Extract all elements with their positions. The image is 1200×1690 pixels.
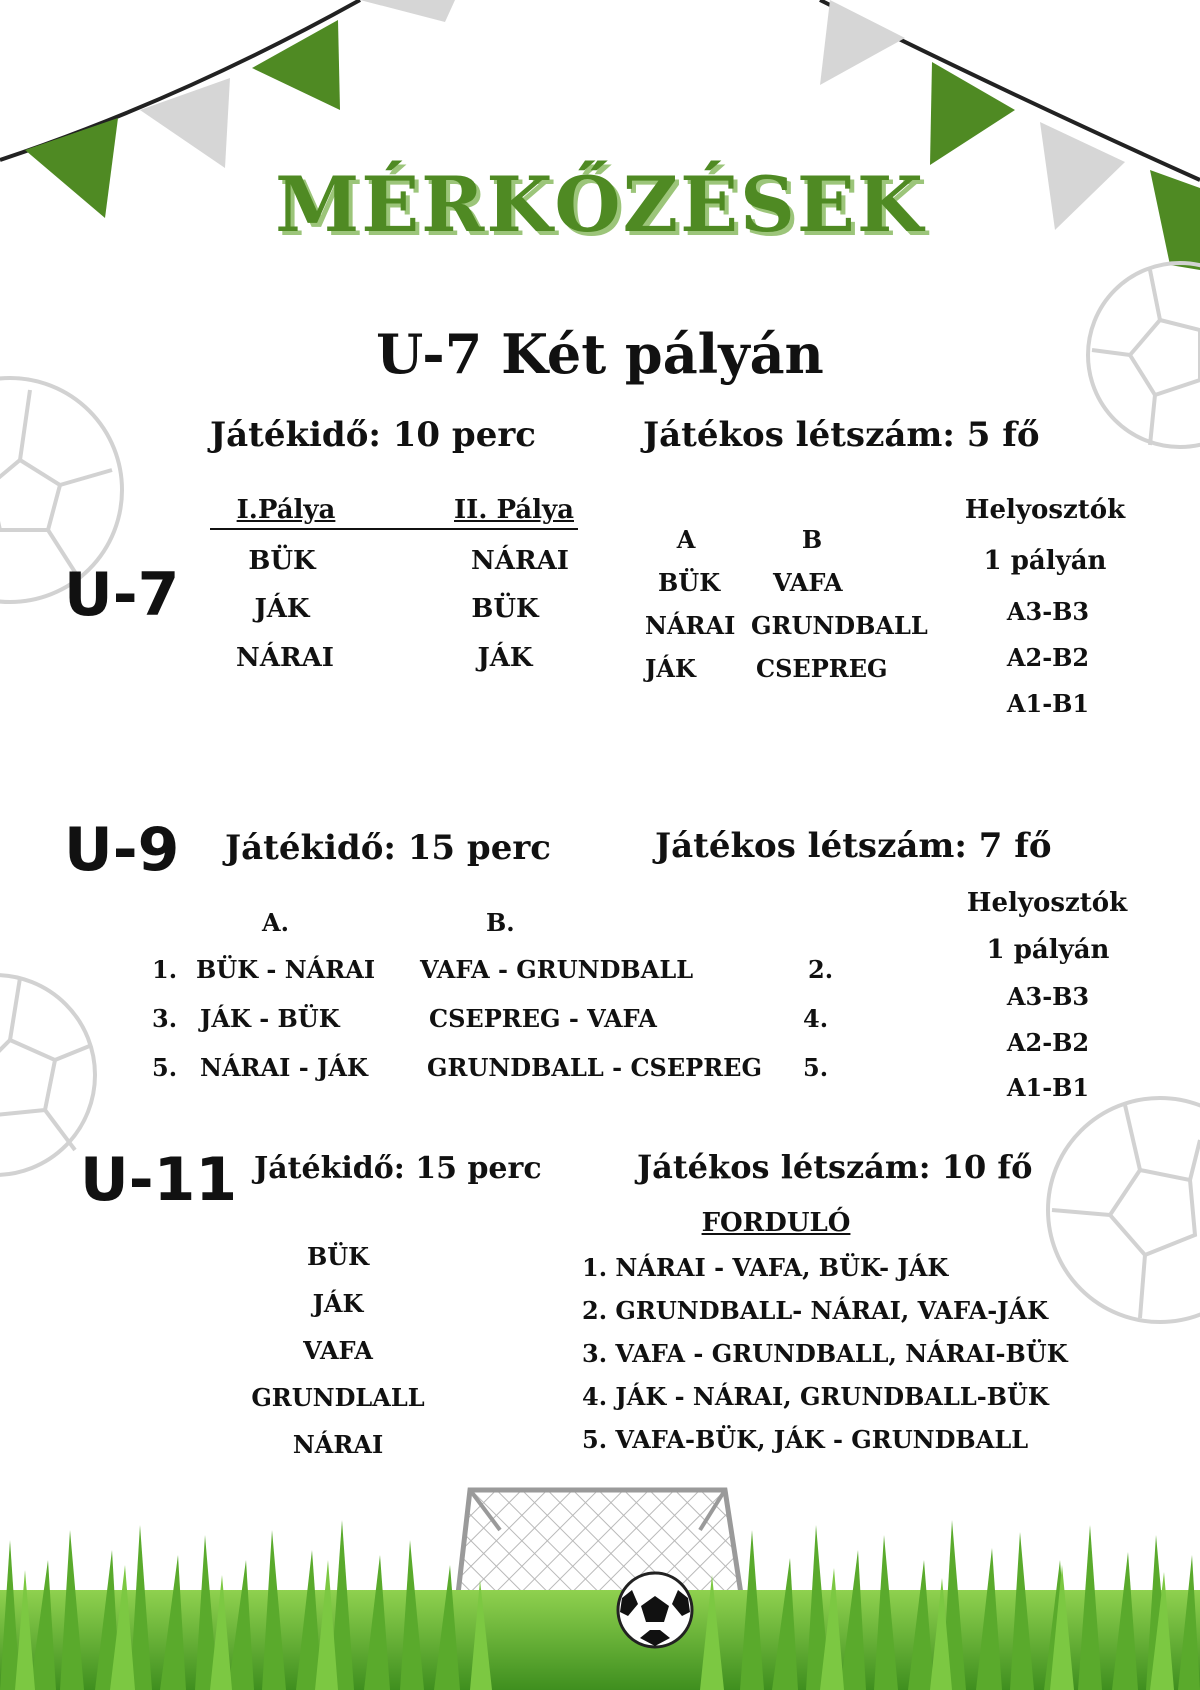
u7-group-a-item: NÁRAI bbox=[645, 611, 736, 640]
u7-field1-header: I.Pálya bbox=[236, 495, 336, 525]
page-title: MÉRKŐZÉSEK bbox=[275, 160, 925, 249]
u7-field2-item: JÁK bbox=[477, 643, 533, 673]
u7-side-label: U-7 bbox=[64, 560, 180, 630]
u7-placement-item: A1-B1 bbox=[1006, 689, 1090, 718]
u7-placement-header: Helyosztók bbox=[964, 495, 1126, 525]
u11-round: 5. VAFA-BÜK, JÁK - GRUNDBALL bbox=[582, 1425, 1029, 1454]
u11-round: 4. JÁK - NÁRAI, GRUNDBALL-BÜK bbox=[582, 1382, 1049, 1411]
u11-side-label: U-11 bbox=[80, 1145, 238, 1215]
u7-group-a-item: BÜK bbox=[658, 568, 721, 597]
u7-group-b-item: VAFA bbox=[773, 568, 843, 597]
u9-side-label: U-9 bbox=[64, 815, 180, 885]
u11-rounds-header: FORDULÓ bbox=[701, 1208, 851, 1238]
u11-team: JÁK bbox=[312, 1289, 364, 1318]
u11-round: 3. VAFA - GRUNDBALL, NÁRAI-BÜK bbox=[582, 1339, 1068, 1368]
u11-team: BÜK bbox=[306, 1242, 370, 1271]
u9-num: 2. bbox=[808, 955, 834, 984]
u9-col-a-header: A. bbox=[262, 908, 289, 937]
u11-players: Játékos létszám: 10 fő bbox=[637, 1148, 1033, 1186]
u7-placement-item: A3-B3 bbox=[1006, 597, 1090, 626]
u7-field2-item: BÜK bbox=[471, 594, 539, 624]
u7-field2-item: NÁRAI bbox=[471, 546, 569, 576]
u7-players: Játékos létszám: 5 fő bbox=[643, 415, 1040, 455]
u9-match-a: JÁK - BÜK bbox=[200, 1004, 340, 1033]
u7-placement-item: A2-B2 bbox=[1006, 643, 1090, 672]
soccer-ball-icon bbox=[618, 1573, 692, 1647]
grass-decoration bbox=[0, 1520, 1200, 1690]
u7-field1-item: BÜK bbox=[248, 546, 316, 576]
u7-playtime: Játékidő: 10 perc bbox=[210, 415, 536, 455]
u9-placement-item: A3-B3 bbox=[1006, 982, 1090, 1011]
u9-placement-item: A2-B2 bbox=[1006, 1028, 1090, 1057]
u9-players: Játékos létszám: 7 fő bbox=[655, 826, 1052, 866]
u7-heading: U-7 Két pályán bbox=[376, 322, 824, 386]
u7-group-b-item: CSEPREG bbox=[756, 654, 888, 683]
u9-num: 4. bbox=[803, 1004, 829, 1033]
u7-field1-item: JÁK bbox=[254, 594, 310, 624]
u9-num: 5. bbox=[152, 1053, 178, 1082]
u9-num: 1. bbox=[152, 955, 178, 984]
u7-group-b-item: GRUNDBALL bbox=[751, 611, 928, 640]
u11-team: GRUNDLALL bbox=[251, 1383, 425, 1412]
u11-team: VAFA bbox=[303, 1336, 373, 1365]
u9-num: 3. bbox=[152, 1004, 178, 1033]
u7-field1-item: NÁRAI bbox=[236, 643, 334, 673]
u9-playtime: Játékidő: 15 perc bbox=[225, 828, 551, 868]
u9-match-b: CSEPREG - VAFA bbox=[429, 1004, 657, 1033]
u9-col-b-header: B. bbox=[486, 908, 515, 937]
u11-playtime: Játékidő: 15 perc bbox=[254, 1151, 542, 1186]
u9-match-a: BÜK - NÁRAI bbox=[196, 955, 376, 984]
u7-field2-header: II. Pálya bbox=[454, 495, 574, 525]
u9-placement-sub: 1 pályán bbox=[986, 935, 1110, 965]
u9-placement-header: Helyosztók bbox=[966, 888, 1128, 918]
u9-num: 5. bbox=[803, 1053, 829, 1082]
u7-group-a-header: A bbox=[676, 525, 696, 554]
u9-placement-item: A1-B1 bbox=[1006, 1073, 1090, 1102]
u9-match-b: VAFA - GRUNDBALL bbox=[420, 955, 694, 984]
u7-group-b-header: B bbox=[801, 525, 823, 554]
u11-team: NÁRAI bbox=[292, 1430, 384, 1459]
u11-round: 2. GRUNDBALL- NÁRAI, VAFA-JÁK bbox=[582, 1296, 1048, 1325]
u7-placement-sub: 1 pályán bbox=[983, 546, 1107, 576]
u9-match-b: GRUNDBALL - CSEPREG bbox=[427, 1053, 762, 1082]
u7-group-a-item: JÁK bbox=[645, 654, 696, 683]
u11-round: 1. NÁRAI - VAFA, BÜK- JÁK bbox=[582, 1253, 949, 1282]
u9-match-a: NÁRAI - JÁK bbox=[200, 1053, 368, 1082]
